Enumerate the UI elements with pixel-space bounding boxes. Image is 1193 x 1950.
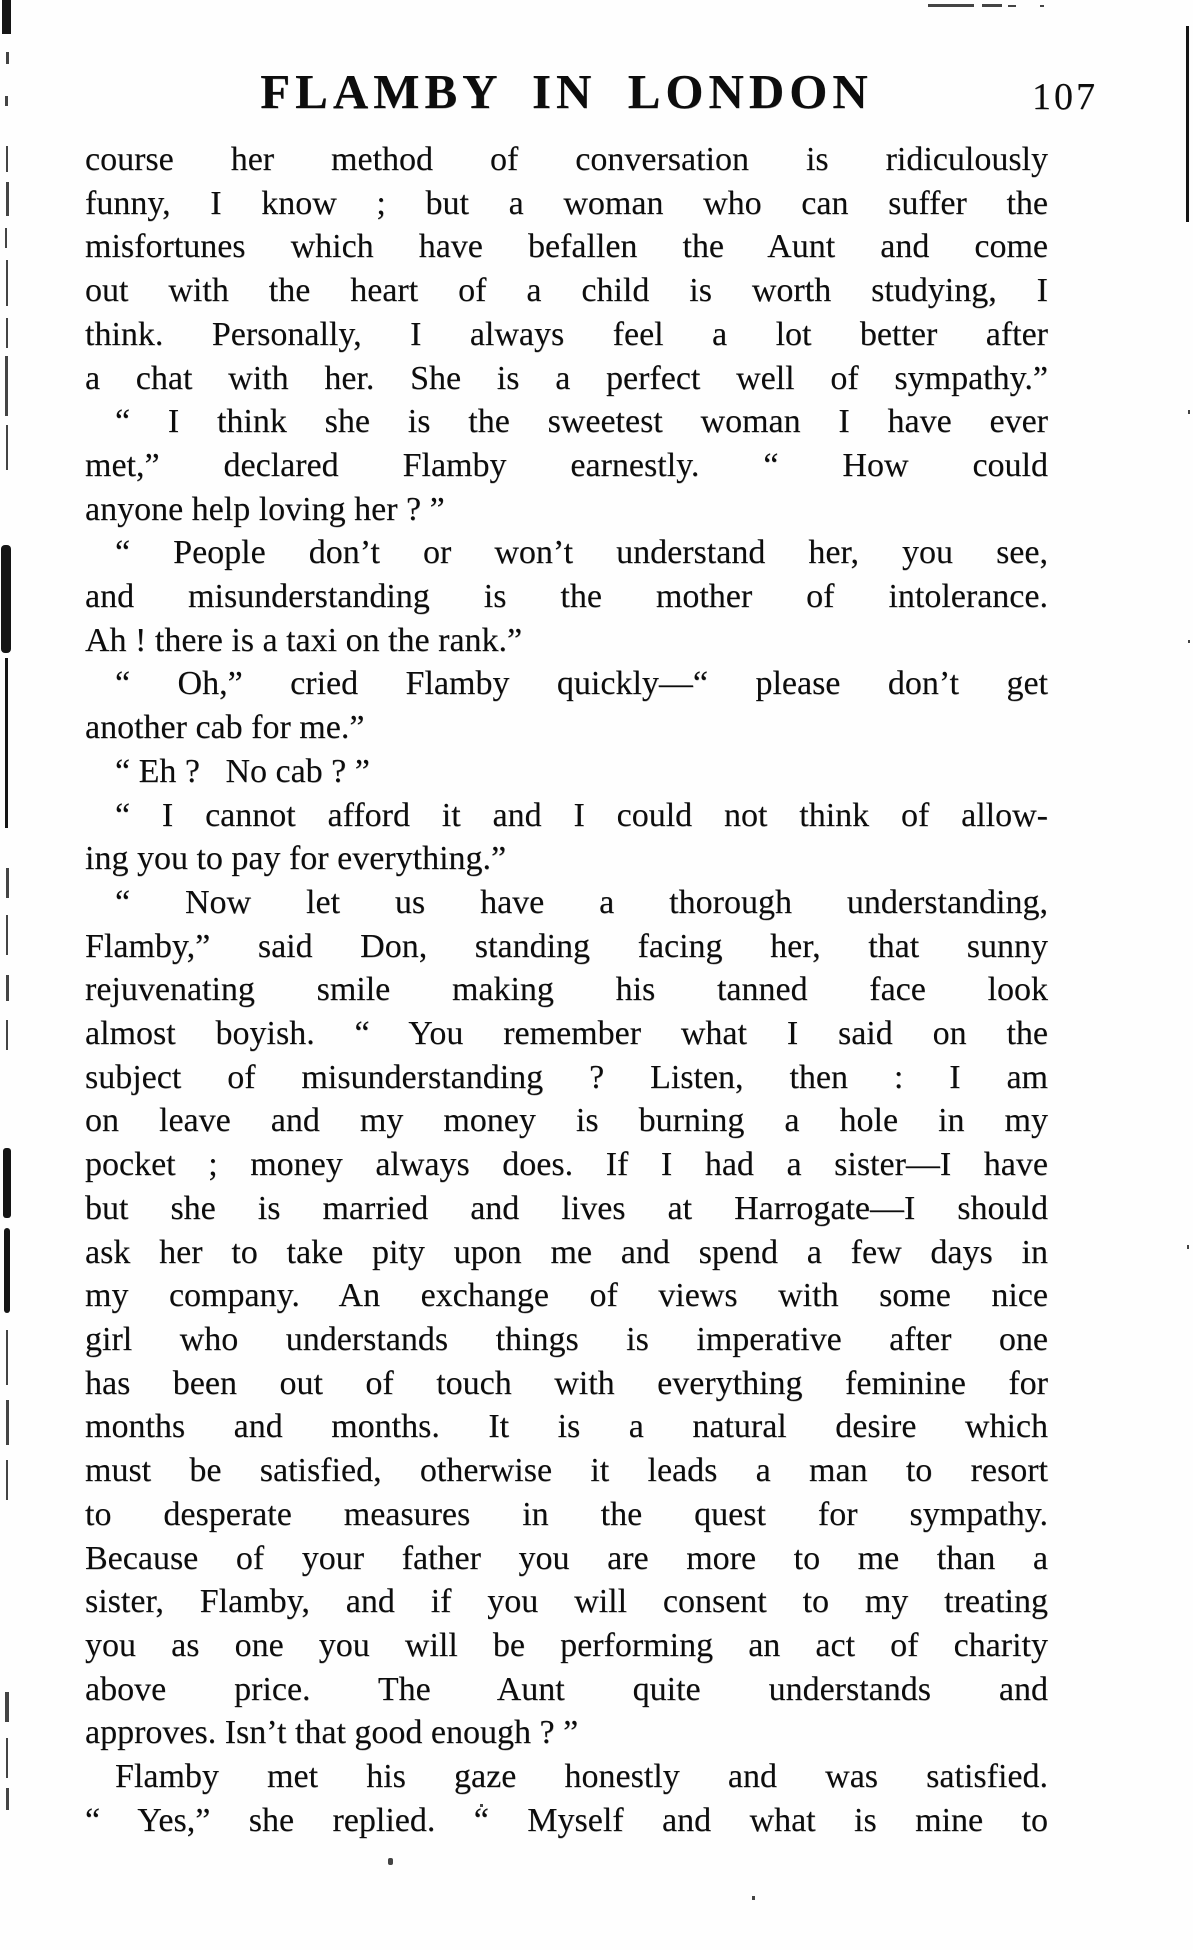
scan-artifact xyxy=(6,318,8,348)
scan-artifact xyxy=(6,52,9,64)
scan-artifact xyxy=(1188,410,1190,414)
text-line: anyone help loving her ? ” xyxy=(85,490,445,528)
text-line: above price. The Aunt quite understands and xyxy=(85,1670,1048,1708)
scan-artifact xyxy=(6,1330,8,1385)
scan-artifact xyxy=(5,356,8,416)
text-line: to desperate measures in the quest for sympathy. xyxy=(85,1495,1048,1533)
text-line: Flamby met his gaze honestly and was satisfied. xyxy=(115,1758,1048,1796)
text-line: “ People don’t or won’t understand her, you see, xyxy=(115,534,1048,572)
text-line: misfortunes which have befallen the Aunt and come xyxy=(85,228,1048,266)
page-body xyxy=(85,138,1048,1842)
text-line: ask her to take pity upon me and spend a few days in xyxy=(85,1233,1048,1271)
scan-artifact xyxy=(388,1858,393,1865)
text-line: met,” declared Flamby earnestly. “ How could xyxy=(85,446,1048,484)
text-line: another cab for me.” xyxy=(85,709,365,747)
scan-artifact xyxy=(5,96,8,106)
text-line: course her method of conversation is ridiculously xyxy=(85,141,1048,178)
text-line: on leave and my money is burning a hole in my xyxy=(85,1102,1048,1140)
scan-artifact xyxy=(752,1896,755,1900)
text-line: months and months. It is a natural desire which xyxy=(85,1408,1048,1446)
page-number: 107 xyxy=(1032,76,1098,118)
scan-artifact xyxy=(6,425,8,470)
scan-artifact xyxy=(6,975,9,1001)
text-line: must be satisfied, otherwise it leads a man to resort xyxy=(85,1452,1048,1490)
scan-artifact xyxy=(928,4,974,7)
text-line: “ Now let us have a thorough understanding, xyxy=(115,883,1048,921)
scan-artifact xyxy=(1,545,11,653)
text-line: ing you to pay for everything.” xyxy=(85,840,507,878)
scan-artifact xyxy=(3,1148,11,1218)
text-line: has been out of touch with everything feminine for xyxy=(85,1364,1048,1402)
page-header xyxy=(85,64,1098,120)
text-line: out with the heart of a child is worth studying, I xyxy=(85,272,1048,310)
scan-artifact xyxy=(6,1400,9,1445)
scan-artifact xyxy=(6,1460,8,1500)
text-line: Ah ! there is a taxi on the rank.” xyxy=(85,621,523,659)
text-line: my company. An exchange of views with some nice xyxy=(85,1277,1048,1315)
text-line: sister, Flamby, and if you will consent to my treating xyxy=(85,1583,1048,1621)
scan-artifact xyxy=(1187,1245,1189,1249)
text-line: and misunderstanding is the mother of intolerance. xyxy=(85,578,1048,616)
text-line: you as one you will be performing an act of charity xyxy=(85,1626,1048,1664)
scan-artifact xyxy=(1188,640,1190,643)
scan-artifact xyxy=(6,915,8,955)
text-line: Flamby,” said Don, standing facing her, that sunny xyxy=(85,927,1048,965)
scan-artifact xyxy=(2,0,11,34)
scan-artifact xyxy=(6,1020,8,1050)
scan-artifact xyxy=(5,228,7,248)
text-line: “ I cannot afford it and I could not think of allow- xyxy=(115,796,1048,834)
scan-artifact xyxy=(4,1228,10,1313)
text-column xyxy=(85,64,1098,1842)
scan-artifact xyxy=(5,658,8,828)
scan-artifact xyxy=(6,1788,9,1810)
scan-artifact xyxy=(6,260,8,306)
text-line: “ Oh,” cried Flamby quickly—“ please don’t get xyxy=(115,665,1048,703)
scan-artifact xyxy=(1186,26,1189,222)
text-line: “ I think she is the sweetest woman I have ever xyxy=(115,403,1048,441)
running-head: FLAMBY IN LONDON xyxy=(260,64,873,119)
text-line: but she is married and lives at Harrogate—I should xyxy=(85,1189,1048,1227)
scan-artifact xyxy=(6,868,9,898)
text-line: funny, I know ; but a woman who can suffer the xyxy=(85,184,1048,222)
text-line: pocket ; money always does. If I had a sister—I have xyxy=(85,1146,1048,1184)
text-line: a chat with her. She is a perfect well of sympathy.” xyxy=(85,359,1048,397)
text-line: rejuvenating smile making his tanned face look xyxy=(85,971,1048,1009)
text-line: think. Personally, I always feel a lot better after xyxy=(85,315,1048,353)
text-line: “ Yes,” she replied. “ Myself and what is mine to xyxy=(85,1801,1048,1839)
text-line: almost boyish. “ You remember what I said on the xyxy=(85,1015,1048,1053)
scan-artifact xyxy=(6,1738,8,1778)
scan-artifact xyxy=(5,1692,9,1722)
text-line: “ Eh ? No cab ? ” xyxy=(115,752,370,790)
text-line: approves. Isn’t that good enough ? ” xyxy=(85,1714,579,1752)
text-line: subject of misunderstanding ? Listen, then : I am xyxy=(85,1058,1048,1096)
scan-artifact xyxy=(1008,5,1016,7)
scan-artifact xyxy=(6,146,8,172)
text-line: Because of your father you are more to me than a xyxy=(85,1539,1048,1577)
scan-artifact xyxy=(1040,5,1044,7)
text-line: girl who understands things is imperative after one xyxy=(85,1320,1048,1358)
scan-artifact xyxy=(6,182,9,216)
scan-artifact xyxy=(982,4,1002,7)
